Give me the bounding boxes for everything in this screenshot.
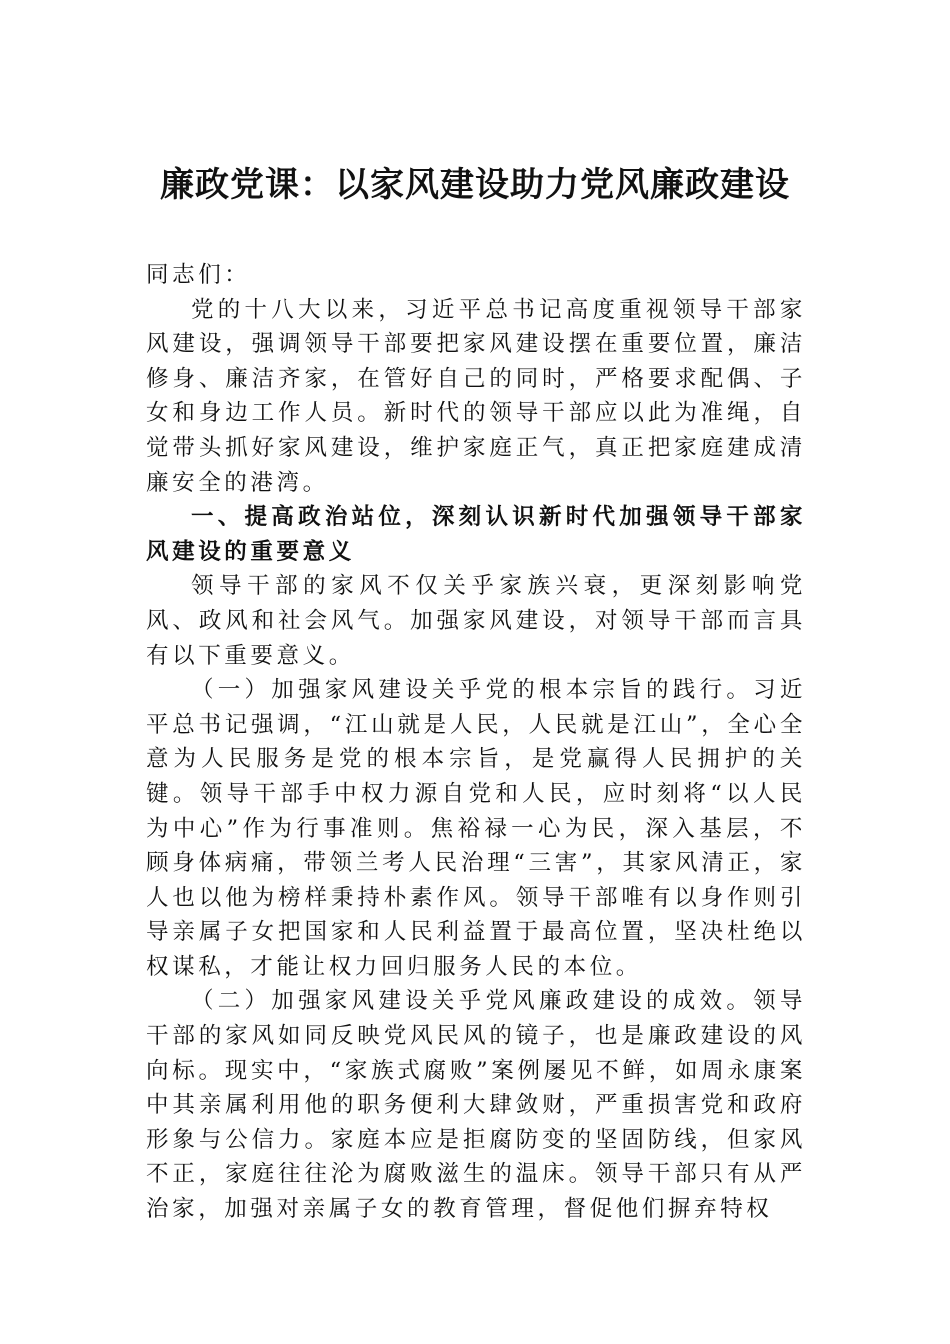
paragraph-point-1: （一）加强家风建设关乎党的根本宗旨的践行。习近平总书记强调，“江山就是人民，人民就是江山”，全心全意为人民服务是党的根本宗旨，是党赢得人民拥护的关键。领导干部手中权力源自党和人民，应时刻将“以人民为中心”作为行事准则。焦裕禄一心为民，深入基层，不顾身体病痛，带领兰考人民治理“三害”，其家风清正，家人也以他为榜样秉持朴素作风。领导干部唯有以身作则引导亲属子女把国家和人民利益置于最高位置，坚决杜绝以权谋私，才能让权力回归服务人民的本位。: [146, 677, 806, 980]
paragraph-section-1-intro: 领导干部的家风不仅关乎家族兴衰，更深刻影响党风、政风和社会风气。加强家风建设，对领导干部而言具有以下重要意义。: [146, 573, 806, 669]
document-title: 廉政党课：以家风建设助力党风廉政建设: [160, 165, 790, 205]
document-body: [146, 258, 806, 1227]
greeting: 同志们：: [146, 262, 251, 288]
section-heading-1: 一、提高政治站位，深刻认识新时代加强领导干部家风建设的重要意义: [146, 504, 806, 565]
paragraph-intro: 党的十八大以来，习近平总书记高度重视领导干部家风建设，强调领导干部要把家风建设摆在重要位置，廉洁修身、廉洁齐家，在管好自己的同时，严格要求配偶、子女和身边工作人员。新时代的领导干部应以此为准绳，自觉带头抓好家风建设，维护家庭正气，真正把家庭建成清廉安全的港湾。: [146, 296, 806, 496]
paragraph-point-2: （二）加强家风建设关乎党风廉政建设的成效。领导干部的家风如同反映党风民风的镜子，也是廉政建设的风向标。现实中，“家族式腐败”案例屡见不鲜，如周永康案中其亲属利用他的职务便利大肆敛财，严重损害党和政府形象与公信力。家庭本应是拒腐防变的坚固防线，但家风不正，家庭往往沦为腐败滋生的温床。领导干部只有从严治家，加强对亲属子女的教育管理，督促他们摒弃特权: [146, 988, 806, 1223]
